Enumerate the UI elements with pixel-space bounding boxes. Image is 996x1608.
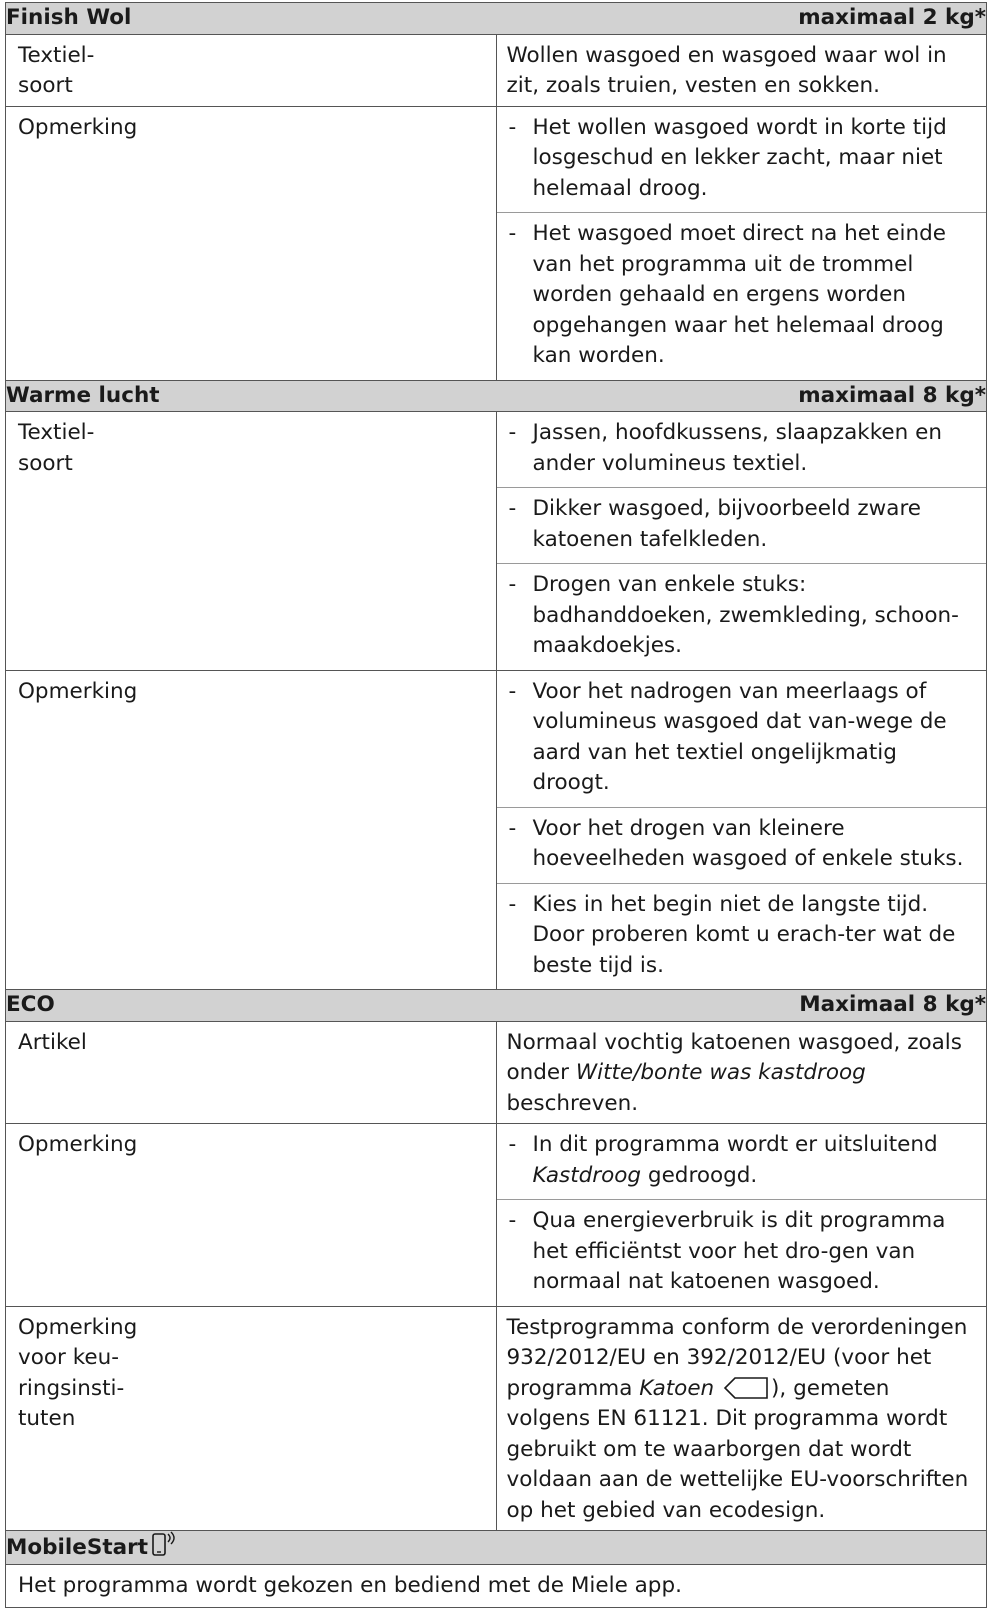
- row-text: Wollen wasgoed en wasgoed waar wol in zit, zoals truien, vesten en sokken.: [496, 34, 987, 106]
- row-label: Opmerking voor keu- ringsinsti- tuten: [6, 1306, 497, 1531]
- table-row: [6, 1306, 987, 1531]
- table-row: [6, 106, 987, 380]
- list-item: - In dit programma wordt er uitsluitend Kastdroog gedroogd.: [508, 1132, 938, 1188]
- section-title: Finish Wol: [6, 5, 132, 30]
- row-text: Testprogramma conform de verordeningen 932/2012/EU en 392/2012/EU (voor het programma Katoen ), gemeten volgens EN 61121. Dit programma wordt gebruikt om te waarborgen dat wordt voldaan aan de wettelijke EU-voorschriften op het gebied van ecodesign.: [496, 1306, 987, 1531]
- row-text: Normaal vochtig katoenen wasgoed, zoals onder Witte/bonte was kastdroog beschreven.: [496, 1021, 987, 1124]
- section-title: ECO: [6, 992, 55, 1017]
- section-max-load: Maximaal 8 kg*: [799, 992, 986, 1017]
- list-item: - Dikker wasgoed, bijvoorbeeld zware katoenen tafelkleden.: [497, 487, 987, 563]
- list-item: - Het wasgoed moet direct na het einde van het programma uit de trommel worden gehaald en ergens worden opgehangen waar het helemaal droog kan worden.: [497, 212, 987, 380]
- section-header-mobilestart: [6, 1531, 987, 1565]
- list-item: - Drogen van enkele stuks: badhanddoeken, zwemkleding, schoon-maakdoekjes.: [497, 563, 987, 670]
- row-label: Opmerking: [6, 1124, 497, 1307]
- table-row: [6, 1564, 987, 1608]
- program-table: [5, 2, 987, 1608]
- list-item: - Kies in het begin niet de langste tijd. Door proberen komt u erach-ter wat de beste tijd is.: [497, 883, 987, 990]
- table-row: [6, 1124, 987, 1307]
- bullet-list: [496, 412, 987, 671]
- section-header-finish-wol: [6, 3, 987, 35]
- cotton-program-icon: [723, 1376, 769, 1400]
- section-max-load: maximaal 2 kg*: [798, 5, 986, 30]
- section-max-load: maximaal 8 kg*: [798, 382, 986, 408]
- row-label: Artikel: [6, 1021, 497, 1124]
- section-title: MobileStart: [6, 1535, 149, 1560]
- list-item: - Qua energieverbruik is dit programma het efficiëntst voor het dro-gen van normaal nat katoenen wasgoed.: [497, 1199, 987, 1306]
- section-title: Warme lucht: [6, 382, 160, 408]
- section-header-eco: [6, 990, 987, 1022]
- bullet-list: [496, 106, 987, 380]
- list-item: - Voor het drogen van kleinere hoeveelheden wasgoed of enkele stuks.: [497, 807, 987, 883]
- table-row: [6, 1021, 987, 1124]
- table-row: [6, 670, 987, 990]
- bullet-list: [496, 670, 987, 990]
- row-label: Opmerking: [6, 106, 497, 380]
- program-reference: Witte/bonte was kastdroog: [575, 1060, 866, 1085]
- row-label: Opmerking: [6, 670, 497, 990]
- list-item: - Jassen, hoofdkussens, slaapzakken en ander volumineus textiel.: [508, 420, 942, 476]
- phone-signal-icon: [151, 1531, 179, 1557]
- row-label: Textiel- soort: [6, 412, 497, 671]
- list-item: - Voor het nadrogen van meerlaags of volumineus wasgoed dat van-wege de aard van het textiel ongelijkmatig droogt.: [508, 678, 947, 795]
- row-label: Textiel- soort: [6, 34, 497, 106]
- table-row: [6, 412, 987, 671]
- table-row: [6, 34, 987, 106]
- list-item: - Het wollen wasgoed wordt in korte tijd losgeschud en lekker zacht, maar niet helemaal droog.: [508, 114, 947, 201]
- row-text: Het programma wordt gekozen en bediend met de Miele app.: [6, 1564, 987, 1608]
- section-header-warme-lucht: [6, 380, 987, 412]
- bullet-list: [496, 1124, 987, 1307]
